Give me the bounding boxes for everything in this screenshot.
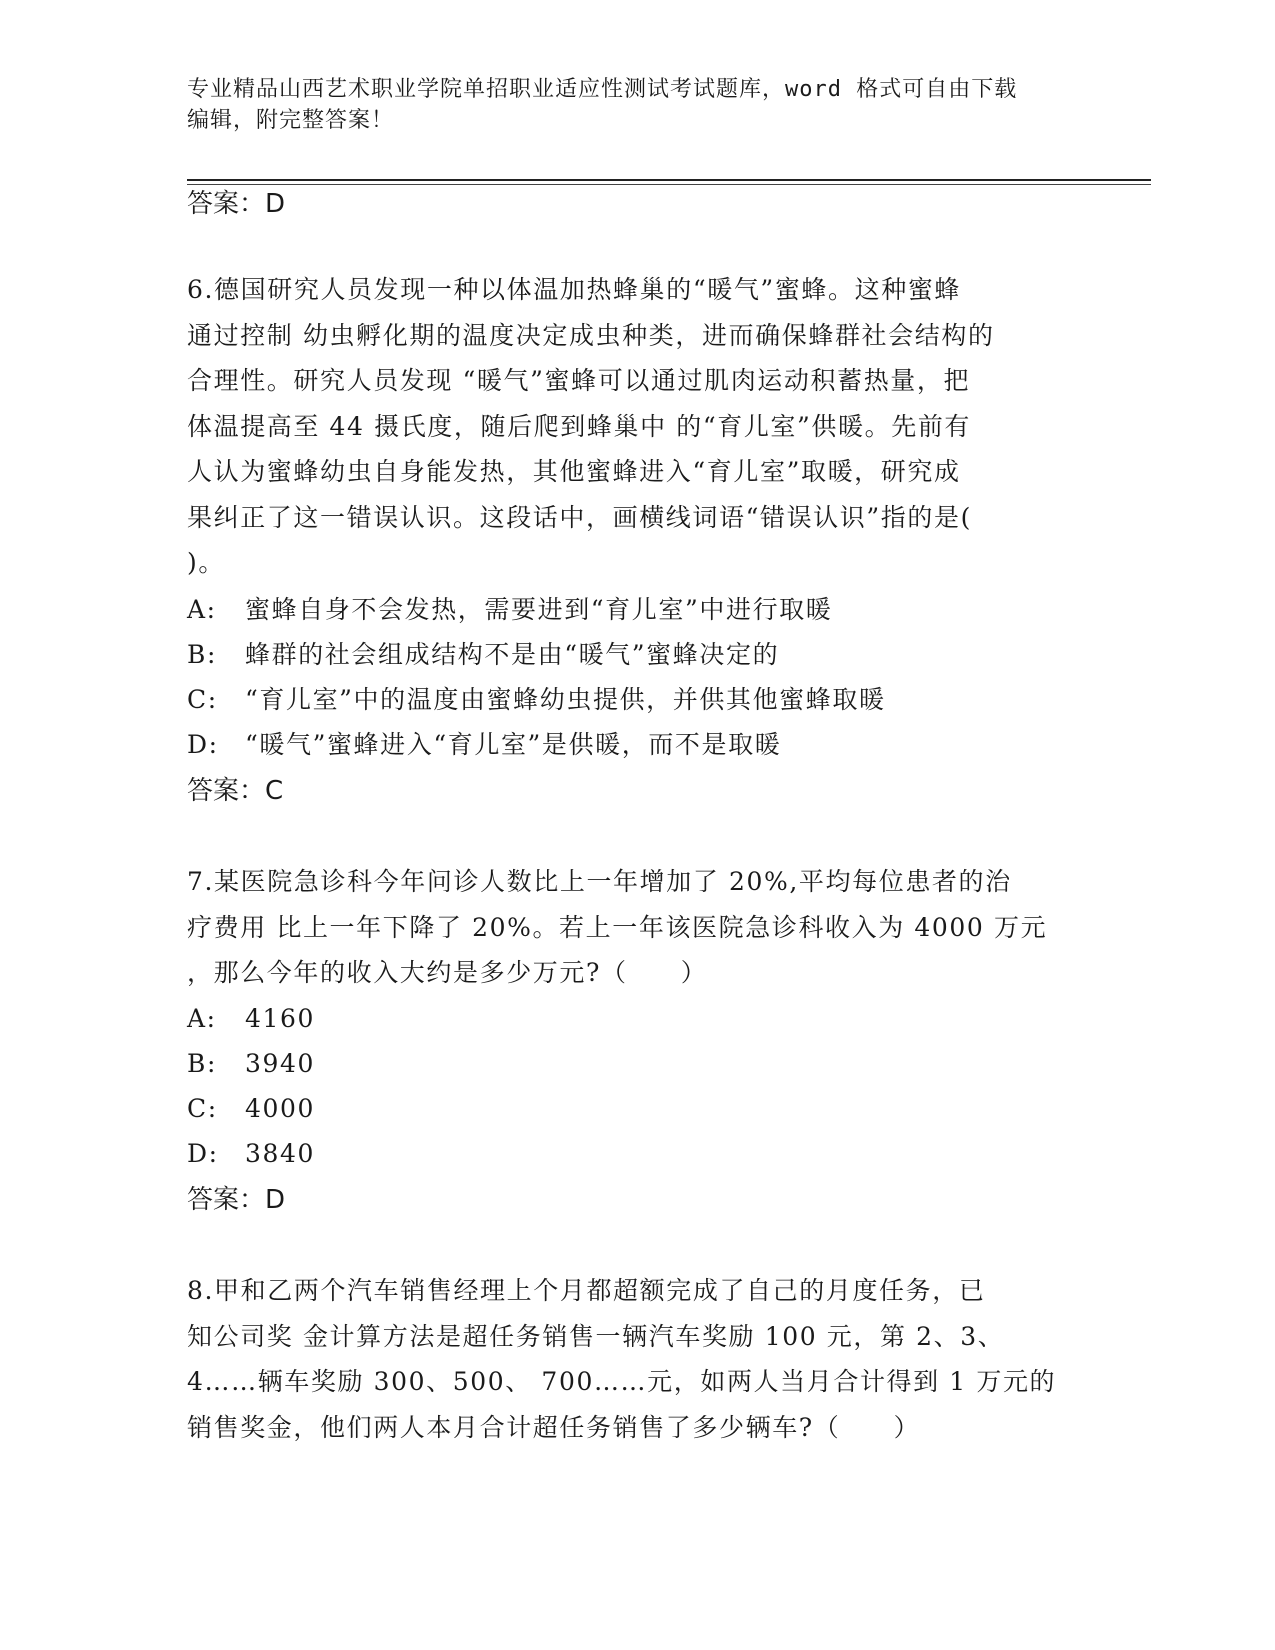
answer-q6: 答案：C: [187, 776, 284, 806]
answer-q5: 答案：D: [187, 189, 286, 219]
question-8-line: 知公司奖 金计算方法是超任务销售一辆汽车奖励 100 元，第 2、3、: [187, 1321, 1005, 1351]
question-7-option-a: [187, 1003, 1087, 1035]
question-8-line: 销售奖金，他们两人本月合计超任务销售了多少辆车?（ ）: [187, 1412, 921, 1442]
option-text: 3840: [245, 1139, 316, 1168]
question-8-line: 8.甲和乙两个汽车销售经理上个月都超额完成了自己的月度任务，已: [187, 1276, 986, 1305]
question-6-line: 6.德国研究人员发现一种以体温加热蜂巢的“暖气”蜜蜂。这种蜜蜂: [187, 275, 962, 304]
question-7-line: 7.某医院急诊科今年问诊人数比上一年增加了 20%,平均每位患者的治: [187, 867, 1012, 896]
option-text: “育儿室”中的温度由蜜蜂幼虫提供，并供其他蜜蜂取暖: [245, 685, 886, 714]
option-letter: A:: [187, 1004, 217, 1033]
question-6-option-a: [187, 594, 1087, 626]
question-6-line: 人认为蜜蜂幼虫自身能发热，其他蜜蜂进入“育儿室”取暖，研究成: [187, 457, 961, 486]
header-rule-thick: [187, 179, 1151, 181]
question-7-option-b: [187, 1048, 1087, 1080]
question-6-line: 果纠正了这一错误认识。这段话中，画横线词语“错误认识”指的是(: [187, 502, 972, 532]
question-6-line: 合理性。研究人员发现 “暖气”蜜蜂可以通过肌肉运动积蓄热量，把: [187, 366, 971, 395]
question-7-option-d: [187, 1138, 1087, 1170]
option-text: 3940: [245, 1049, 316, 1078]
option-letter: C:: [187, 685, 218, 714]
option-letter: A:: [187, 595, 217, 624]
option-letter: B:: [187, 640, 217, 669]
question-7-option-c: [187, 1093, 1087, 1125]
option-text: 蜜蜂自身不会发热，需要进到“育儿室”中进行取暖: [245, 595, 833, 624]
question-7-line: ，那么今年的收入大约是多少万元?（ ）: [187, 958, 708, 987]
question-7-line: 疗费用 比上一年下降了 20%。若上一年该医院急诊科收入为 4000 万元: [187, 912, 1048, 942]
option-text: 4160: [245, 1004, 316, 1033]
option-text: 4000: [245, 1094, 316, 1123]
option-letter: B:: [187, 1049, 217, 1078]
option-text: “暖气”蜜蜂进入“育儿室”是供暖，而不是取暖: [245, 730, 782, 759]
question-6-option-d: [187, 729, 1087, 761]
question-7: [187, 859, 1087, 996]
header-line-1: 专业精品山西艺术职业学院单招职业适应性测试考试题库，word 格式可自由下载: [187, 77, 1018, 102]
question-6-option-b: [187, 639, 1087, 671]
option-text: 蜂群的社会组成结构不是由“暖气”蜜蜂决定的: [245, 640, 780, 669]
document-header: [187, 74, 1087, 136]
question-8: [187, 1268, 1087, 1450]
header-line-2: 编辑，附完整答案！: [187, 108, 395, 133]
question-8-line: 4……辆车奖励 300、500、 700……元，如两人当月合计得到 1 万元的: [187, 1367, 1057, 1396]
question-6-line: 体温提高至 44 摄氏度，随后爬到蜂巢中 的“育儿室”供暖。先前有: [187, 411, 972, 441]
option-letter: D:: [187, 1139, 219, 1168]
answer-q7: 答案：D: [187, 1185, 286, 1215]
header-rule-thin: [187, 184, 1151, 185]
question-6-line: 通过控制 幼虫孵化期的温度决定成虫种类，进而确保蜂群社会结构的: [187, 320, 995, 350]
question-6-option-c: [187, 684, 1087, 716]
option-letter: C:: [187, 1094, 218, 1123]
option-letter: D:: [187, 730, 219, 759]
question-6: [187, 267, 1087, 586]
question-6-line: )。: [187, 548, 225, 577]
